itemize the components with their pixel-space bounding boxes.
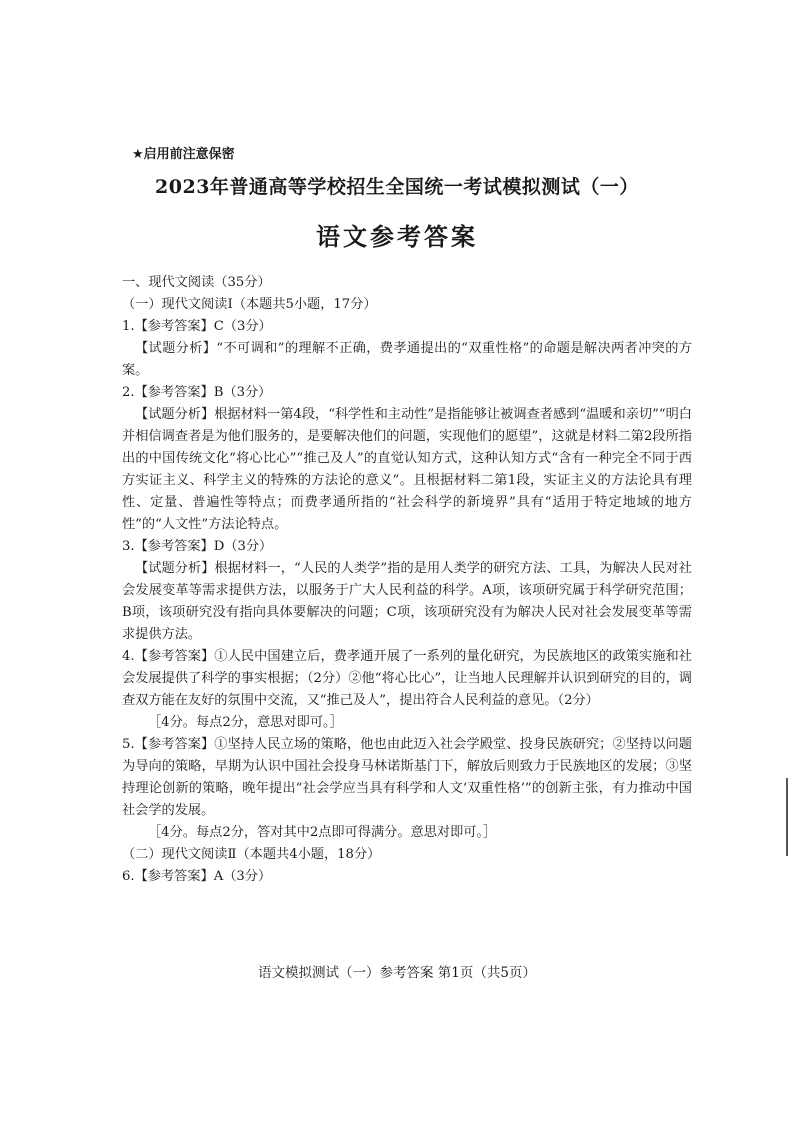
analysis-q1: 【试题分析】“不可调和”的理解不正确，费孝通提出的“双重性格”的命题是解决两者冲突的方案。 [122, 341, 692, 378]
section-heading: 一、现代文阅读（35分） [122, 275, 271, 290]
subject-title: 语文参考答案 [316, 222, 478, 251]
confidential-label: ★启用前注意保密 [132, 147, 235, 162]
answer-q6: 6.【参考答案】A（3分） [122, 869, 272, 884]
scoring-note-q4: ［4分。每点2分，意思对即可。］ [148, 715, 343, 730]
answer-content [122, 272, 692, 888]
answer-q4: 4.【参考答案】①人民中国建立后，费孝通开展了一系列的量化研究，为民族地区的政策实施和社会发展提供了科学的事实根据；（2分）②他“将心比心”，让当地人民理解并认识到研究的目的，调查双方能在友好的氛围中交流，又“推己及人”，提出符合人民利益的意见。（2分） [122, 649, 692, 708]
scoring-note-q5: ［4分。每点2分，答对其中2点即可得满分。意思对即可。］ [148, 825, 497, 840]
answer-q1: 1.【参考答案】C（3分） [122, 319, 272, 334]
part-heading: （一）现代文阅读Ⅰ（本题共5小题，17分） [122, 297, 377, 312]
analysis-q2: 【试题分析】根据材料一第4段，“科学性和主动性”是指能够让被调查者感到“温暖和亲切”“明白并相信调查者是为他们服务的，是要解决他们的问题，实现他们的愿望”，这就是材料二第2段所指出的中国传统文化“将心比心”“推己及人”的直觉认知方式，这种认知方式“含有一种完全不同于西方实证主义、科学主义的特殊的方法论的意义”。且根据材料二第1段，实证主义的方法论具有理性、定量、普遍性等特点；而费孝通所指的“社会科学的新境界”具有“适用于特定地域的地方性”的“人文性”方法论特点。 [122, 407, 692, 532]
analysis-q3: 【试题分析】根据材料一，“人民的人类学”指的是用人类学的研究方法、工具，为解决人民对社会发展变革等需求提供方法，以服务于广大人民利益的科学。A项，该项研究属于科学研究范围；B项，该项研究没有指向具体要解决的问题；C项，该项研究没有为解决人民对社会发展变革等需求提供方法。 [122, 561, 692, 642]
page-footer: 语文模拟测试（一）参考答案 第1页（共5页） [258, 965, 536, 981]
scan-edge-mark [786, 778, 788, 856]
answer-q2: 2.【参考答案】B（3分） [122, 385, 272, 400]
answer-q5: 5.【参考答案】①坚持人民立场的策略，他也由此迈入社会学殿堂、投身民族研究；②坚持以问题为导向的策略，早期为认识中国社会投身马林诺斯基门下，解放后则致力于民族地区的发展；③坚持理论创新的策略，晚年提出“社会学应当具有科学和人文‘双重性格’”的创新主张，有力推动中国社会学的发展。 [122, 737, 692, 818]
part-heading: （二）现代文阅读Ⅱ（本题共4小题，18分） [122, 847, 381, 862]
exam-title: 2023年普通高等学校招生全国统一考试模拟测试（一） [155, 176, 639, 198]
answer-q3: 3.【参考答案】D（3分） [122, 539, 273, 554]
